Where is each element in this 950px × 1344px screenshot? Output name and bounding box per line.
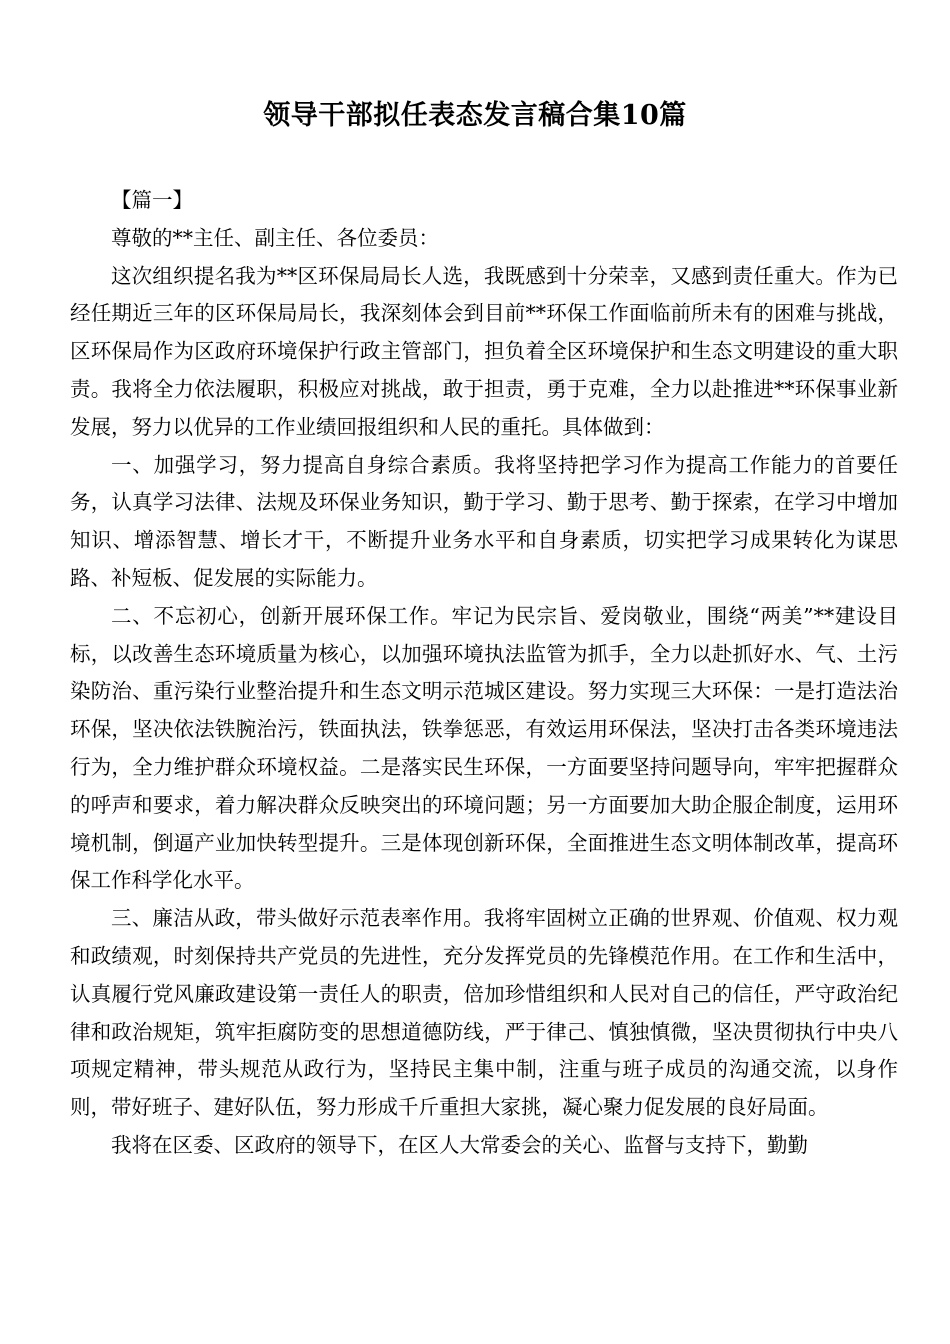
- salutation: 尊敬的**主任、副主任、各位委员：: [111, 225, 439, 250]
- paragraph-point-two: 二、不忘初心，创新开展环保工作。牢记为民宗旨、爱岗敬业，围绕“两美”**建设目标，以改善生态环境质量为核心，以加强环境执法监管为抓手，全力以赴抓好水、气、土污染防治、重污染行业整治提升和生态文明示范城区建设。努力实现三大环保：一是打造法治环保，坚决依法铁腕治污，铁面执法，铁拳惩恶，有效运用环保法，坚决打击各类环境违法行为，全力维护群众环境权益。二是落实民生环保，一方面要坚持问题导向，牢牢把握群众的呼声和要求，着力解决群众反映突出的环境问题；另一方面要加大助企服企制度，运用环境机制，倒逼产业加快转型提升。三是体现创新环保，全面推进生态文明体制改革，提高环保工作科学化水平。: [70, 603, 898, 893]
- document-title: 领导干部拟任表态发言稿合集10篇: [263, 100, 687, 131]
- paragraph-point-three: 三、廉洁从政，带头做好示范表率作用。我将牢固树立正确的世界观、价值观、权力观和政绩观，时刻保持共产党员的先进性，充分发挥党员的先锋模范作用。在工作和生活中，认真履行党风廉政建设第一责任人的职责，倍加珍惜组织和人民对自己的信任，严守政治纪律和政治规矩，筑牢拒腐防变的思想道德防线，严于律己、慎独慎微，坚决贯彻执行中央八项规定精神，带头规范从政行为，坚持民主集中制，注重与班子成员的沟通交流，以身作则，带好班子、建好队伍，努力形成千斤重担大家挑，凝心聚力促发展的良好局面。: [70, 906, 898, 1120]
- section-label: 【篇一】: [111, 188, 193, 212]
- paragraph-point-one: 一、加强学习，努力提高自身综合素质。我将坚持把学习作为提高工作能力的首要任务，认真学习法律、法规及环保业务知识，勤于学习、勤于思考、勤于探索，在学习中增加知识、增添智慧、增长才干，不断提升业务水平和自身素质，切实把学习成果转化为谋思路、补短板、促发展的实际能力。: [70, 452, 898, 590]
- document-body: [70, 182, 898, 1165]
- paragraph-closing: 我将在区委、区政府的领导下，在区人大常委会的关心、监督与支持下，勤勤: [111, 1132, 808, 1157]
- paragraph-intro: 这次组织提名我为**区环保局局长人选，我既感到十分荣幸，又感到责任重大。作为已经任期近三年的区环保局局长，我深刻体会到目前**环保工作面临前所未有的困难与挑战，区环保局作为区政府环境保护行政主管部门，担负着全区环境保护和生态文明建设的重大职责。我将全力依法履职，积极应对挑战，敢于担责，勇于克难，全力以赴推进**环保事业新发展，努力以优异的工作业绩回报组织和人民的重托。具体做到：: [70, 263, 898, 439]
